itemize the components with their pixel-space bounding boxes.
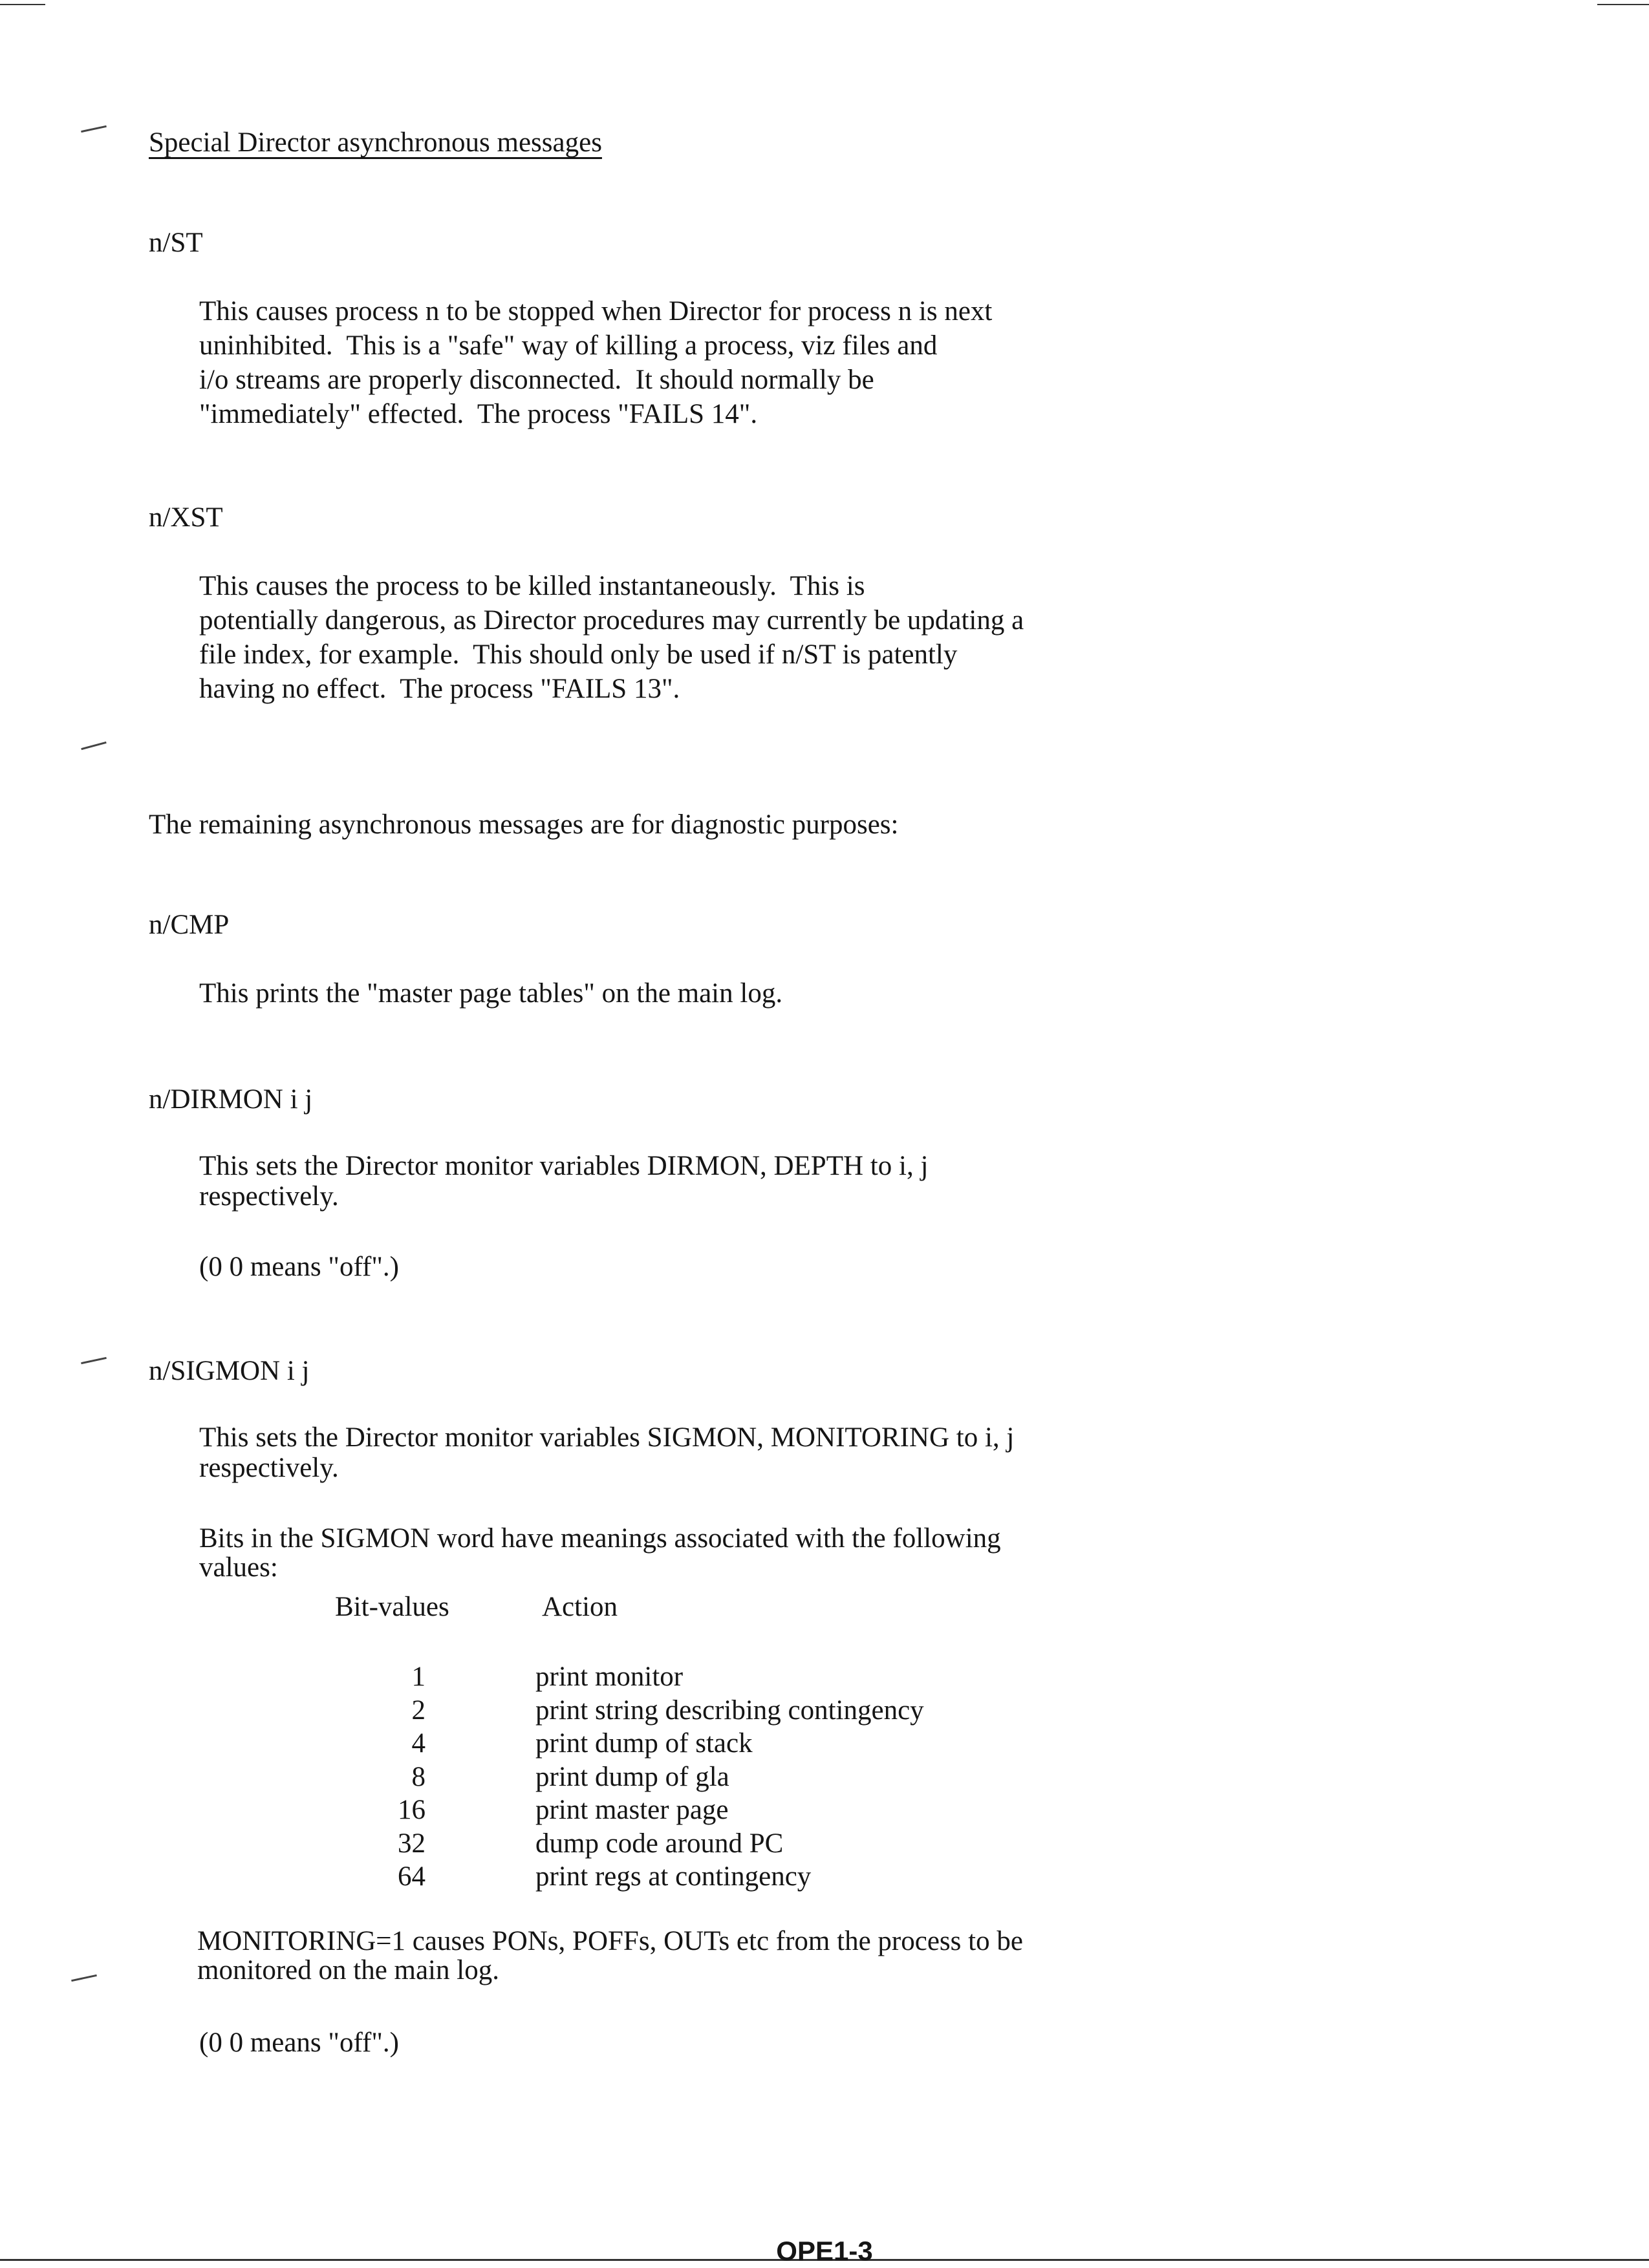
table-row xyxy=(367,1660,924,1694)
table-row xyxy=(367,1793,924,1827)
bit-action: print monitor xyxy=(535,1662,684,1692)
dirmon-off-note: (0 0 means "off".) xyxy=(199,1252,399,1282)
command-xst: n/XST xyxy=(149,502,223,533)
bit-action: print master page xyxy=(535,1795,729,1825)
table-row xyxy=(367,1727,924,1760)
bit-action: dump code around PC xyxy=(535,1828,784,1859)
bit-value: 64 xyxy=(398,1861,426,1892)
table-row xyxy=(367,1760,924,1794)
cmp-description: This prints the "master page tables" on the main log. xyxy=(199,978,783,1009)
final-off-note: (0 0 means "off".) xyxy=(199,2027,399,2058)
table-row xyxy=(367,1694,924,1728)
bit-action: print dump of stack xyxy=(535,1728,753,1759)
xst-description: This causes the process to be killed instantaneously. This is potentially dangerous, as Director procedures may currently be updating a file index, for example. This should only be used if n/ST is patently having no effect. The process "FAILS 13". xyxy=(199,571,1024,704)
command-sigmon: n/SIGMON i j xyxy=(149,1356,310,1386)
margin-mark xyxy=(81,1357,107,1364)
page-number-footer: OPE1-3 xyxy=(776,2236,873,2266)
dirmon-description: This sets the Director monitor variables DIRMON, DEPTH to i, j respectively. xyxy=(199,1151,929,1212)
monitoring-note: MONITORING=1 causes PONs, POFFs, OUTs etc from the process to be monitored on the main log. xyxy=(197,1926,1023,1985)
bit-action: print dump of gla xyxy=(535,1761,729,1792)
margin-mark xyxy=(71,1974,97,1982)
bit-table xyxy=(367,1660,924,1894)
remaining-note: The remaining asynchronous messages are for diagnostic purposes: xyxy=(149,809,899,840)
table-row xyxy=(367,1827,924,1861)
bit-value: 8 xyxy=(411,1761,426,1792)
command-st: n/ST xyxy=(149,228,203,258)
margin-mark xyxy=(81,742,106,750)
top-left-rule xyxy=(0,4,45,5)
page-heading: Special Director asynchronous messages xyxy=(149,127,602,158)
top-right-rule xyxy=(1597,4,1649,5)
bit-action: print string describing contingency xyxy=(535,1695,924,1726)
bit-value: 16 xyxy=(398,1795,426,1825)
table-row xyxy=(367,1860,924,1894)
bit-value: 32 xyxy=(398,1828,426,1859)
action-header: Action xyxy=(542,1592,618,1622)
bit-value: 1 xyxy=(411,1662,426,1692)
sigmon-description: This sets the Director monitor variables SIGMON, MONITORING to i, j respectively. xyxy=(199,1422,1015,1483)
bit-action: print regs at contingency xyxy=(535,1861,812,1892)
command-dirmon: n/DIRMON i j xyxy=(149,1084,313,1115)
bit-values-header: Bit-values xyxy=(335,1592,449,1622)
bit-value: 2 xyxy=(411,1695,426,1726)
command-cmp: n/CMP xyxy=(149,910,230,940)
sigmon-bits-intro: Bits in the SIGMON word have meanings associated with the following values: xyxy=(199,1523,1001,1583)
margin-mark xyxy=(81,125,107,133)
st-description: This causes process n to be stopped when Director for process n is next uninhibited. This is a "safe" way of killing a process, viz files and i/o streams are properly disconnected. It should normally be "immediately" effected. The process "FAILS 14". xyxy=(199,296,993,429)
bit-value: 4 xyxy=(411,1728,426,1759)
